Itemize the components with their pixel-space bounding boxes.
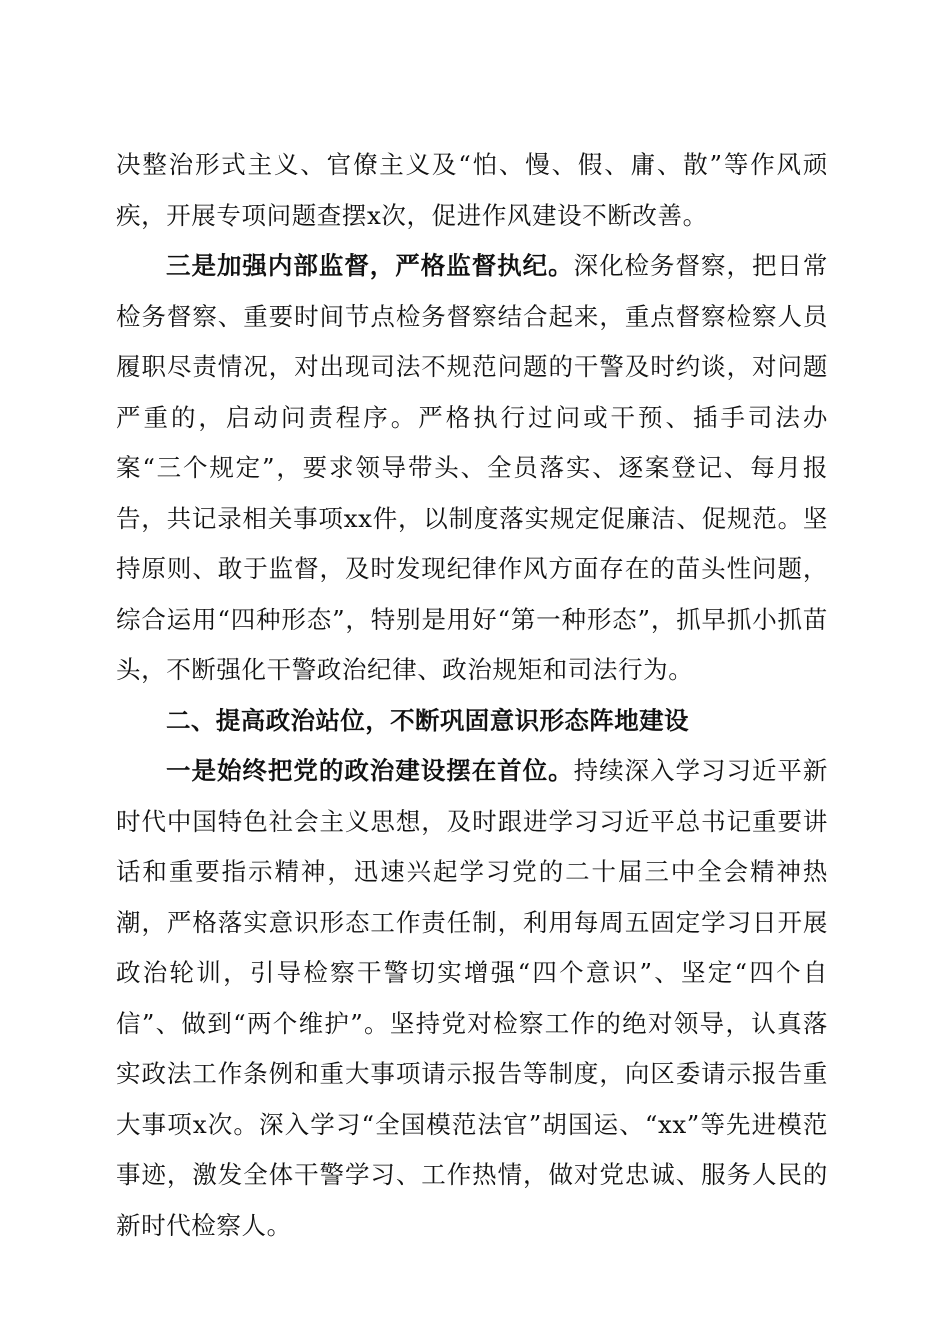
paragraph-continuation: 决整治形式主义、官僚主义及“怕、慢、假、庸、散”等作风顽疾，开展专项问题查摆x次，促进作风建设不断改善。	[116, 150, 828, 230]
document-page	[116, 140, 828, 1251]
section-heading: 二、提高政治站位，不断巩固意识形态阵地建设	[166, 705, 689, 735]
paragraph-body: 深化检务督察，把日常检务督察、重要时间节点检务督察结合起来，重点督察检察人员履职尽责情况，对出现司法不规范问题的干警及时约谈，对问题严重的，启动问责程序。严格执行过问或干预、插手司法办案“三个规定”，要求领导带头、全员落实、逐案登记、每月报告，共记录相关事项xx件，以制度落实规定促廉洁、促规范。坚持原则、敢于监督，及时发现纪律作风方面存在的苗头性问题，综合运用“四种形态”，特别是用好“第一种形态”，抓早抓小抓苗头，不断强化干警政治纪律、政治规矩和司法行为。	[116, 251, 828, 684]
paragraph-body: 持续深入学习习近平新时代中国特色社会主义思想，及时跟进学习习近平总书记重要讲话和重要指示精神，迅速兴起学习党的二十届三中全会精神热潮，严格落实意识形态工作责任制，利用每周五固定学习日开展政治轮训，引导检察干警切实增强“四个意识”、坚定“四个自信”、做到“两个维护”。坚持党对检察工作的绝对领导，认真落实政法工作条例和重大事项请示报告等制度，向区委请示报告重大事项x次。深入学习“全国模范法官”胡国运、“xx”等先进模范事迹，激发全体干警学习、工作热情，做对党忠诚、服务人民的新时代检察人。	[116, 756, 828, 1240]
paragraph-point-internal-supervision	[116, 241, 828, 696]
paragraph-lead: 三是加强内部监督，严格监督执纪。	[166, 251, 574, 280]
paragraph-point-political-building	[116, 746, 828, 1251]
paragraph-lead: 一是始终把党的政治建设摆在首位。	[166, 756, 574, 785]
